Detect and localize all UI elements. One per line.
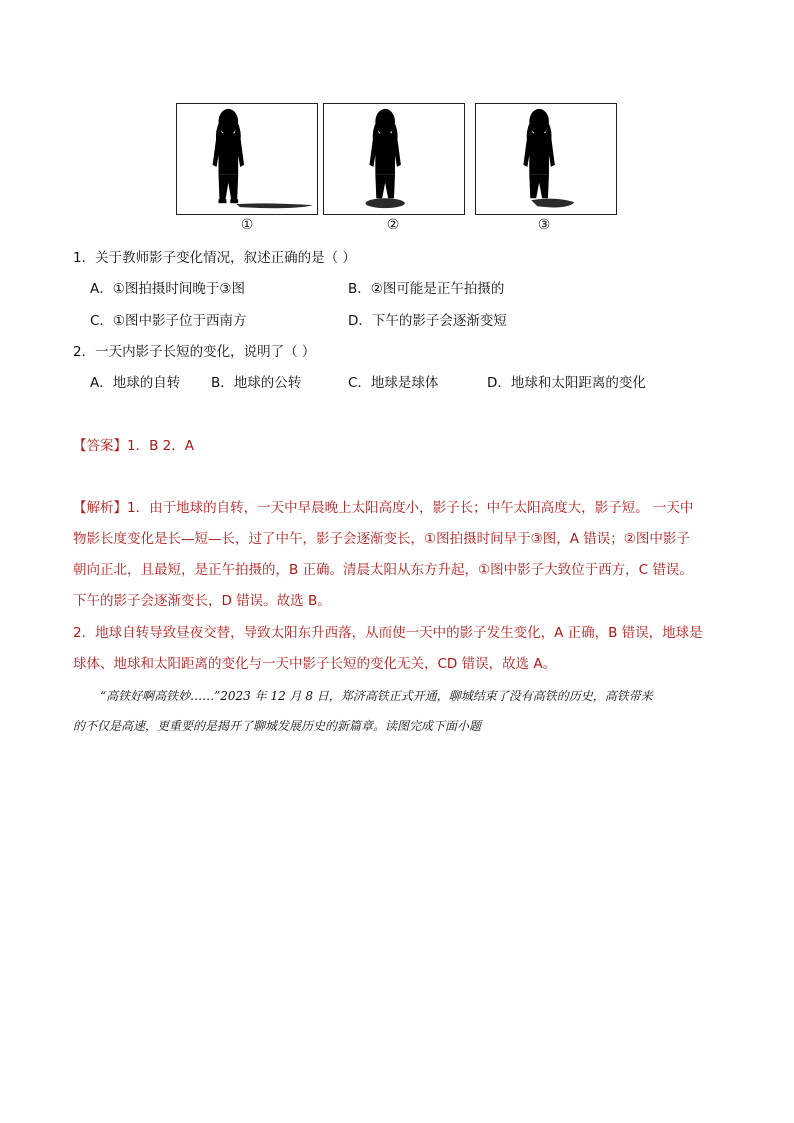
question-2-option-d: D．地球和太阳距离的变化 (487, 375, 646, 391)
teacher-silhouette-image (324, 104, 464, 214)
long-shadow-shape (236, 203, 313, 208)
answer-text: 1．B 2．A (127, 438, 194, 454)
analysis-line-4: 下午的影子会逐渐变长，D 错误。故选 B。 (73, 593, 331, 609)
analysis-line-5: 2．地球自转导致昼夜交替，导致太阳东升西落，从而使一天中的影子发生变化，A 正确，B 错误，地球是 (73, 625, 703, 641)
analysis-text-1: 1．由于地球的自转，一天中早晨晚上太阳高度小，影子长；中午太阳高度大，影子短。 一天中 (127, 500, 694, 516)
analysis-line-3: 朝向正北，且最短，是正午拍摄的，B 正确。清晨太阳从东方升起，①图中影子大致位于西方，C 错误。 (73, 562, 693, 578)
question-1-option-d: D．下午的影子会逐渐变短 (348, 313, 507, 329)
teacher-silhouette-image (476, 104, 616, 214)
figure-2-photo (323, 103, 465, 215)
question-1-stem: 1．关于教师影子变化情况，叙述正确的是（ ） (73, 250, 356, 266)
analysis-tag: 【解析】 (73, 500, 127, 516)
answer-line (73, 436, 194, 456)
figure-3-photo (475, 103, 617, 215)
question-2-option-c: C．地球是球体 (348, 375, 439, 391)
medium-shadow-shape (531, 199, 574, 208)
figure-1-label: ① (240, 217, 254, 233)
answer-tag: 【答案】 (73, 438, 127, 454)
figure-1-photo (176, 103, 318, 215)
question-1-option-c: C．①图中影子位于西南方 (90, 313, 247, 329)
analysis-line-1 (73, 498, 693, 518)
short-shadow-shape (366, 198, 405, 208)
figure-3-label: ③ (537, 217, 551, 233)
analysis-line-6: 球体、地球和太阳距离的变化与一天中影子长短的变化无关，CD 错误，故选 A。 (73, 656, 557, 672)
next-question-intro-2: 的不仅是高速，更重要的是揭开了聊城发展历史的新篇章。读图完成下面小题 (73, 719, 482, 733)
teacher-silhouette-image (177, 104, 317, 214)
question-2-option-b: B．地球的公转 (211, 375, 302, 391)
question-1-option-a: A．①图拍摄时间晚于③图 (90, 281, 245, 297)
question-1-option-b: B．②图可能是正午拍摄的 (348, 281, 505, 297)
next-question-intro-1: “高铁好啊高铁妙……”2023 年 12 月 8 日，郑济高铁正式开通，聊城结束了没有高铁的历史，高铁带来 (100, 689, 653, 703)
question-2-option-a: A．地球的自转 (90, 375, 181, 391)
figure-2-label: ② (386, 217, 400, 233)
question-2-stem: 2．一天内影子长短的变化，说明了（ ） (73, 344, 316, 360)
analysis-line-2: 物影长度变化是长—短—长，过了中午，影子会逐渐变长，①图拍摄时间早于③图，A 错误；②图中影子 (73, 531, 690, 547)
